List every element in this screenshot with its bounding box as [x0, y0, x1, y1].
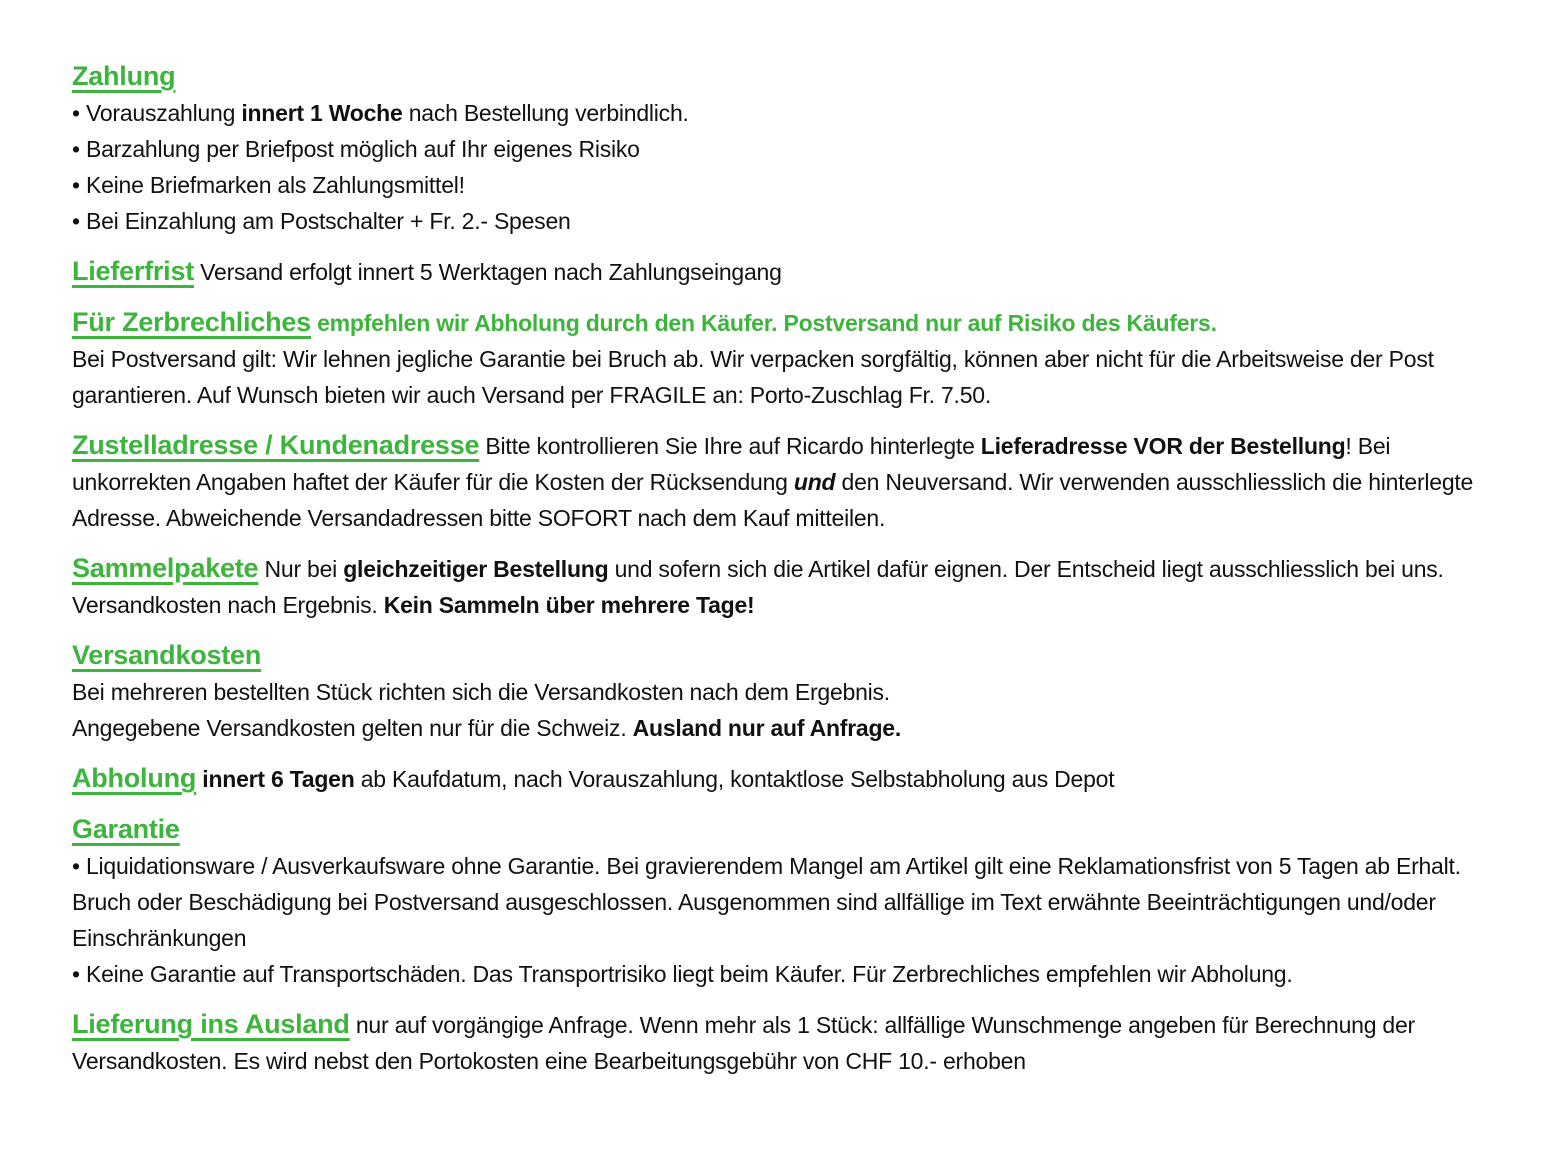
body-text: den Neuversand. Wir verwenden ausschliesslich die hinterlegte Adresse. Abweichende Versandadressen bitte SOFORT nach dem Kauf mitteilen.: [72, 469, 1474, 531]
body-text: Angegebene Versandkosten gelten nur für die Schweiz.: [72, 715, 633, 741]
section-lieferung-ausland: [72, 1006, 1484, 1079]
zerbrechliches-lead: [72, 304, 1484, 341]
zerbrechliches-body: [72, 341, 1484, 413]
body-text: Bei mehreren bestellten Stück richten sich die Versandkosten nach dem Ergebnis.: [72, 679, 890, 705]
section-zustelladresse: [72, 427, 1484, 536]
body-text: • Liquidationsware / Ausverkaufsware ohne Garantie. Bei gravierendem Mangel am Artikel gilt eine Reklamationsfrist von 5 Tagen ab Erhalt. Bruch oder Beschädigung bei Postversand ausgeschlossen. Ausgenommen sind allfällige im Text erwähnte Beeinträchtigungen und/oder Einschränkungen: [72, 853, 1461, 951]
body-text: Bei Postversand gilt: Wir lehnen jegliche Garantie bei Bruch ab. Wir verpacken sorgfältig, können aber nicht für die Arbeitsweise der Post garantieren. Auf Wunsch bieten wir auch Versand per FRAGILE an: Porto-Zuschlag Fr. 7.50.: [72, 346, 1434, 408]
section-heading-text: Lieferfrist: [72, 256, 195, 286]
section-sammelpakete: [72, 550, 1484, 623]
body-text: • Keine Briefmarken als Zahlungsmittel!: [72, 172, 465, 198]
body-text: Nur bei: [258, 556, 344, 582]
body-text: Versand erfolgt innert 5 Werktagen nach Zahlungseingang: [194, 259, 782, 285]
section-zahlung: [72, 58, 1484, 239]
bullet-einzahlung: [72, 203, 1484, 239]
body-text: ! Bei unkorrekten Angaben haftet der Käufer für die Kosten der Rücksendung: [72, 433, 1391, 495]
document-content: [72, 58, 1484, 1079]
section-heading-text: Sammelpakete: [72, 553, 259, 583]
body-text: nach Bestellung verbindlich.: [402, 100, 689, 126]
body-text: • Keine Garantie auf Transportschäden. Das Transportrisiko liegt beim Käufer. Für Zerbrechliches empfehlen wir Abholung.: [72, 961, 1293, 987]
zustelladresse-body: [72, 427, 1484, 536]
bold-italic-text: und: [793, 469, 836, 495]
bold-text: gleichzeitiger Bestellung: [343, 556, 609, 582]
abholung-line: [72, 760, 1484, 797]
section-heading-text: Zahlung: [72, 61, 176, 91]
versandkosten-line-2: [72, 710, 1484, 746]
lieferung-ausland-body: [72, 1006, 1484, 1079]
section-heading-versandkosten: [72, 637, 1484, 674]
bullet-transportschaeden: [72, 956, 1484, 992]
bold-text: Lieferadresse VOR der Bestellung: [980, 433, 1346, 459]
bullet-briefmarken: [72, 167, 1484, 203]
section-abholung: [72, 760, 1484, 797]
section-heading-text: Lieferung ins Ausland: [72, 1009, 350, 1039]
sammelpakete-body: [72, 550, 1484, 623]
lieferfrist-line: [72, 253, 1484, 290]
bold-text: Kein Sammeln über mehrere Tage!: [383, 592, 755, 618]
body-text: ab Kaufdatum, nach Vorauszahlung, kontaktlose Selbstabholung aus Depot: [354, 766, 1115, 792]
body-text: • Vorauszahlung: [72, 100, 242, 126]
section-heading-text: Versandkosten: [72, 640, 262, 670]
bold-text: innert 1 Woche: [241, 100, 403, 126]
bold-text: innert 6 Tagen: [196, 766, 355, 792]
section-heading-garantie: [72, 811, 1484, 848]
body-text: • Barzahlung per Briefpost möglich auf Ihr eigenes Risiko: [72, 136, 640, 162]
bold-text: Ausland nur auf Anfrage.: [632, 715, 902, 741]
section-heading-zahlung: [72, 58, 1484, 95]
section-garantie: [72, 811, 1484, 992]
bullet-vorauszahlung: [72, 95, 1484, 131]
section-versandkosten: [72, 637, 1484, 746]
section-heading-text: Zustelladresse / Kundenadresse: [72, 430, 480, 460]
body-text: und sofern sich die Artikel dafür eignen. Der Entscheid liegt ausschliesslich bei uns. Versandkosten nach Ergebnis.: [72, 556, 1444, 618]
section-zerbrechliches: [72, 304, 1484, 413]
section-heading-text: Garantie: [72, 814, 180, 844]
body-text: Bitte kontrollieren Sie Ihre auf Ricardo hinterlegte: [479, 433, 981, 459]
bullet-liquidationsware: [72, 848, 1484, 956]
versandkosten-line-1: [72, 674, 1484, 710]
bullet-barzahlung: [72, 131, 1484, 167]
green-bold-text: empfehlen wir Abholung durch den Käufer. Postversand nur auf Risiko des Käufers.: [310, 310, 1217, 336]
section-heading-text: Abholung: [72, 763, 197, 793]
body-text: • Bei Einzahlung am Postschalter + Fr. 2.- Spesen: [72, 208, 571, 234]
section-heading-text: Für Zerbrechliches: [72, 307, 311, 337]
body-text: nur auf vorgängige Anfrage. Wenn mehr als 1 Stück: allfällige Wunschmenge angeben für Berechnung der Versandkosten. Es wird nebst den Portokosten eine Bearbeitungsgebühr von CHF 10.- erhoben: [72, 1012, 1415, 1074]
section-lieferfrist: [72, 253, 1484, 290]
